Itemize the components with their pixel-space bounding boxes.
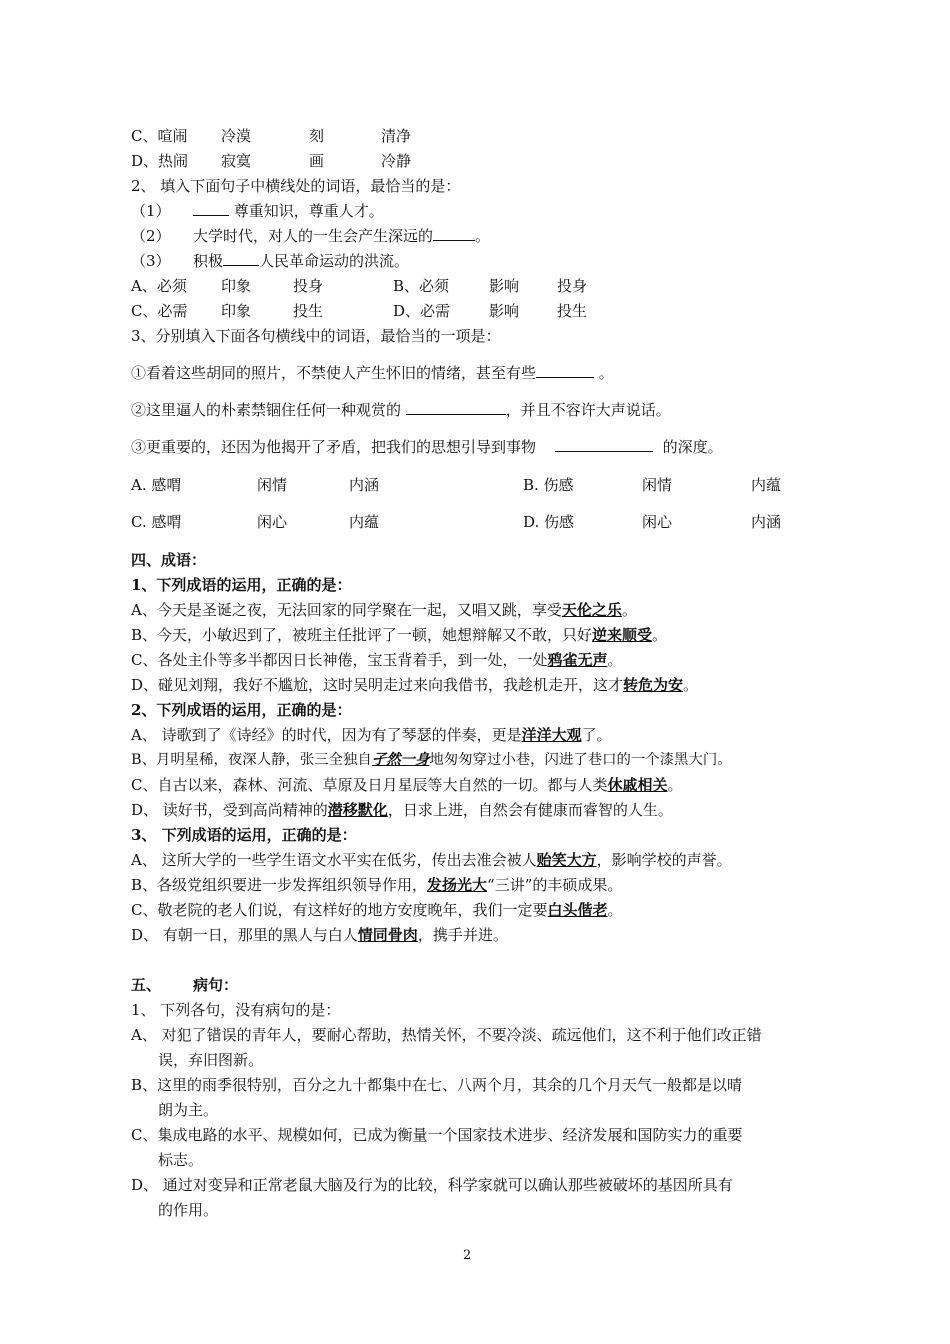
s4-q2-option-b: B、月明星稀，夜深人静，张三全独自孑然一身地匆匆穿过小巷，闪进了巷口的一个漆黑大门。 xyxy=(131,751,732,768)
q2-stem: 2、 填入下面句子中横线处的词语，最恰当的是： xyxy=(131,177,461,195)
option-d-row: D、热闹 寂寞 画 冷静 xyxy=(131,152,412,170)
section-4-title: 四、成语： xyxy=(131,551,207,569)
q2-sentence-3: （3） 积极 人民革命运动的洪流。 xyxy=(131,252,410,270)
q3-options-cd: C. 感喟 闲心 内蕴 D. 伤感 闲心 内涵 xyxy=(131,513,782,531)
s5-option-d-line1: D、 通过对变异和正常老鼠大脑及行为的比较，科学家就可以确认那些被破坏的基因所具有 xyxy=(131,1176,733,1194)
s4-q1-option-a: A、今天是圣诞之夜，无法回家的同学聚在一起，又唱又跳，享受天伦之乐。 xyxy=(131,601,637,619)
s5-option-b-line2: 朗为主。 xyxy=(158,1101,219,1119)
q2-sentence-2: （2） 大学时代，对人的一生会产生深远的 。 xyxy=(131,227,491,245)
q2-options-ab: A、必须 印象 投身 B、必须 影响 投身 xyxy=(131,277,588,295)
s4-q1-option-d: D、碰见刘翔，我好不尴尬，这时吴明走过来向我借书，我趁机走开，这才转危为安。 xyxy=(131,676,699,694)
s4-q2-option-c: C、自古以来，森林、河流、草原及日月星辰等大自然的一切。都与人类休戚相关。 xyxy=(131,776,683,794)
q3-sentence-1: ①看着这些胡同的照片，不禁使人产生怀旧的情绪，甚至有些 。 xyxy=(131,364,614,382)
s5-option-a-line1: A、 对犯了错误的青年人，要耐心帮助，热情关怀，不要冷淡、疏远他们，这不利于他们改正错 xyxy=(131,1026,762,1044)
q2-options-cd: C、必需 印象 投生 D、必需 影响 投生 xyxy=(131,302,588,320)
s4-q3-option-d: D、 有朝一日，那里的黑人与白人情同骨肉，携手并进。 xyxy=(131,926,508,944)
q3-stem: 3、分别填入下面各句横线中的词语，最恰当的一项是： xyxy=(131,327,501,345)
s4-q3-option-c: C、敬老院的老人们说，有这样好的地方安度晚年，我们一定要白头偕老。 xyxy=(131,901,623,919)
s4-q2-option-a: A、 诗歌到了《诗经》的时代，因为有了琴瑟的伴奏，更是洋洋大观了。 xyxy=(131,726,612,744)
q2-sentence-1: （1） 尊重知识，尊重人才。 xyxy=(131,202,384,220)
page-number: 2 xyxy=(463,1248,472,1263)
s4-q2-stem: 2、下列成语的运用，正确的是： xyxy=(131,701,352,719)
s4-q2-option-d: D、 读好书，受到高尚精神的潜移默化，日求上进，自然会有健康而睿智的人生。 xyxy=(131,801,673,819)
option-c-row: C、喧闹 冷漠 刻 清净 xyxy=(131,127,412,145)
s4-q1-stem: 1、下列成语的运用，正确的是： xyxy=(131,576,352,594)
s5-option-b-line1: B、这里的雨季很特别，百分之九十都集中在七、八两个月，其余的几个月天气一般都是以晴 xyxy=(131,1076,743,1094)
s4-q3-option-a: A、 这所大学的一些学生语文水平实在低劣，传出去准会被人贻笑大方，影响学校的声誉。 xyxy=(131,851,732,869)
section-5-title: 五、 病句： xyxy=(131,976,239,994)
s5-option-d-line2: 的作用。 xyxy=(158,1201,219,1219)
s5-q1-stem: 1、 下列各句，没有病句的是： xyxy=(131,1001,341,1019)
s4-q1-option-c: C、各处主仆等多半都因日长神倦，宝玉背着手，到一处，一处鸦雀无声。 xyxy=(131,651,623,669)
s4-q3-option-b: B、各级党组织要进一步发挥组织领导作用，发扬光大“三讲”的丰硕成果。 xyxy=(131,876,623,894)
s4-q1-option-b: B、今天，小敏迟到了，被班主任批评了一顿，她想辩解又不敢，只好逆来顺受。 xyxy=(131,626,668,644)
q3-sentence-2: ②这里逼人的朴素禁锢住任何一种观赏的 ，并且不容许大声说话。 xyxy=(131,401,671,419)
s4-q3-stem: 3、 下列成语的运用，正确的是： xyxy=(131,826,357,844)
s5-option-c-line1: C、集成电路的水平、规模如何，已成为衡量一个国家技术进步、经济发展和国防实力的重要 xyxy=(131,1126,743,1144)
s5-option-a-line2: 误，弃旧图新。 xyxy=(158,1051,264,1069)
q3-sentence-3: ③更重要的，还因为他揭开了矛盾，把我们的思想引导到事物 的深度。 xyxy=(131,438,723,456)
q3-options-ab: A. 感喟 闲情 内涵 B. 伤感 闲情 内蕴 xyxy=(131,476,782,494)
s5-option-c-line2: 标志。 xyxy=(158,1151,204,1169)
